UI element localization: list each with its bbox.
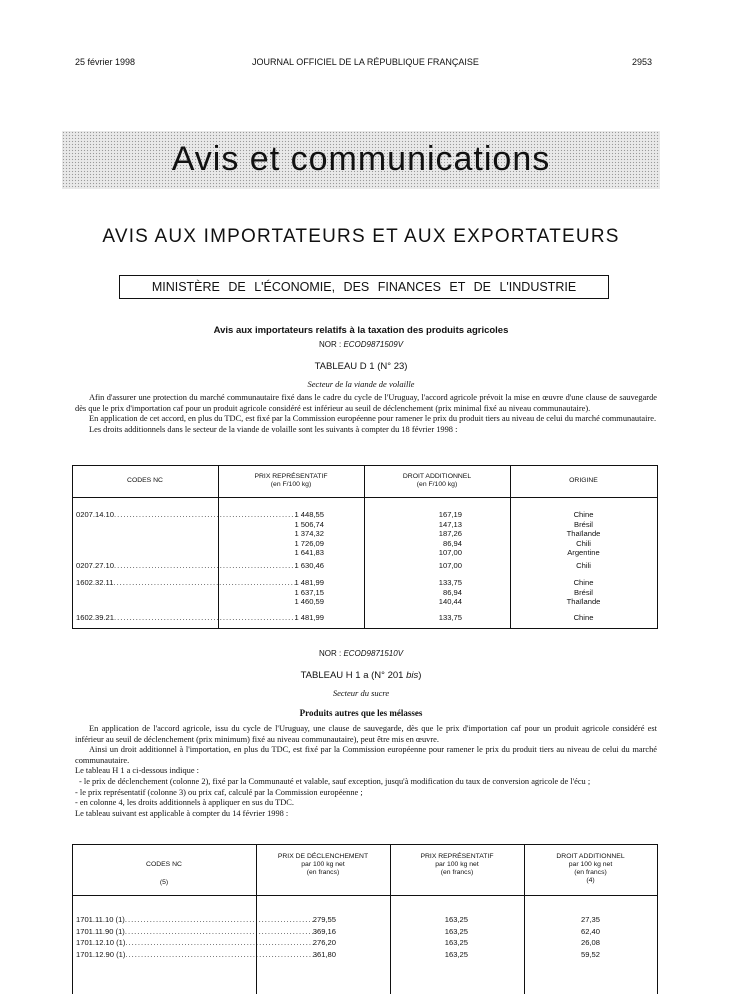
paragraph: En application de l'accord agricole, issu du cycle de l'Uruguay, une clause de sauvegarde, dès que le prix d'importation caf pour un produit agricole considéré est inférieur au seuil de déclenchement (prix minimum) fixé au niveau communautaire), peut être mis en œuvre. (75, 724, 657, 744)
bullet: - le prix représentatif (colonne 3) ou prix caf, calculé par la Commission européenne ; (75, 787, 363, 797)
col-header-declenchement: PRIX DE DÉCLENCHEMENT par 100 kg net (en francs) (277, 853, 369, 876)
bullet: - le prix de déclenchement (colonne 2), fixé par la Communauté et valable, sauf exception, jusqu'à modification du taux de conversion agricole de l'écu ; (79, 776, 591, 786)
nor-code: ECOD9871509V (343, 340, 404, 349)
table-row-origine: Chine Brésil Thaïlande Chili Argentine (566, 510, 601, 557)
table-row-droit: 133,75 (438, 613, 462, 622)
nor-label: NOR : (318, 649, 342, 658)
table-row-declenchement: 279,55 369,16 276,20 361,80 (312, 915, 336, 959)
notice2-table-title: TABLEAU H 1 a (N° 201 bis) (300, 670, 422, 681)
col-header-codes: CODES NC (127, 477, 163, 484)
intro: Le tableau H 1 a ci-dessous indique : (75, 766, 199, 776)
nor-label: NOR : (318, 340, 342, 349)
section-title: AVIS AUX IMPORTATEURS ET AUX EXPORTATEURS (102, 226, 620, 247)
table-row-droit: 133,75 86,94 140,44 (438, 578, 462, 606)
table-row-origine: Chili (576, 561, 591, 570)
notice2-subtitle: Produits autres que les mélasses (299, 708, 423, 718)
closing: Le tableau suivant est applicable à compter du 14 février 1998 : (75, 808, 289, 818)
table-row-code: 1602.39.21........................................................... (76, 613, 298, 622)
table-row-droit: 27,35 62,40 26,08 59,52 (580, 915, 600, 959)
notice1-table-title: TABLEAU D 1 (N° 23) (314, 361, 408, 372)
paragraph: Afin d'assurer une protection du marché communautaire fixé dans le cadre du cycle de l'Uruguay, l'accord agricole prévoit la mise en œuvre d'une clause de sauvegarde dès que le prix d'importation caf pour un produit agricole considéré est inférieur au seuil de déclenchement (prix minimal fixé au niveau communautaire). (75, 393, 657, 413)
table-row-origine: Chine (573, 613, 594, 622)
col-header-codes-num: (5) (159, 879, 169, 886)
table-row-droit: 167,19 147,13 187,26 86,94 107,00 (438, 510, 462, 557)
table-row-droit: 107,00 (438, 561, 462, 570)
table-row-prix: 1 481,99 (294, 613, 324, 622)
paragraph: En application de cet accord, en plus du TDC, est fixé par la Commission européenne pour ramener le prix du produit tiers au niveau de celui du marché communautaire. (89, 414, 657, 424)
table-row-prix: 1 630,46 (294, 561, 324, 570)
table-row-code: 1602.32.11........................................................... (76, 578, 297, 587)
table-row-origine: Chine Brésil Thaïlande (566, 578, 601, 606)
table-d1 (72, 465, 658, 629)
col-header-representatif: PRIX REPRÉSENTATIF par 100 kg net (en francs) (420, 853, 494, 876)
table-row-code: 0207.27.10........................................................... (76, 561, 298, 570)
notice1-title: Avis aux importateurs relatifs à la taxation des produits agricoles (213, 325, 509, 336)
notice1-nor (62, 340, 660, 349)
col-header-origine: ORIGINE (569, 477, 598, 484)
table-row-code: 0207.14.10........................................................... (76, 510, 298, 519)
notice1-body (75, 393, 657, 435)
ministry-title: MINISTÈRE DE L'ÉCONOMIE, DES FINANCES ET DE L'INDUSTRIE (151, 280, 577, 294)
notice1-sector: Secteur de la viande de volaille (307, 379, 415, 389)
nor-code: ECOD9871510V (343, 649, 404, 658)
table-row-codes: 1701.11.10 (1).............................................................. 1701.11.90 (1).............................................................. 1701.12.10 (1).............................................................. 1701.12.90 (1).............................................................. (76, 915, 319, 959)
paragraph: Ainsi un droit additionnel à l'importation, en plus du TDC, est fixé par la Commission européenne pour ramener le prix du produit tiers au niveau de celui du marché communautaire. (75, 745, 657, 765)
col-header-prix: PRIX REPRÉSENTATIF (en F/100 kg) (254, 473, 328, 488)
notice2-nor (62, 649, 660, 658)
col-header-codes: CODES NC (146, 861, 182, 868)
header-page-number: 2953 (632, 57, 653, 67)
table-row-prix: 1 481,99 1 637,15 1 460,59 (294, 578, 324, 606)
table-h1a (72, 844, 658, 994)
header-journal: JOURNAL OFFICIEL DE LA RÉPUBLIQUE FRANÇAISE (252, 57, 479, 67)
header-date: 25 février 1998 (75, 57, 136, 67)
table-row-prix: 1 448,55 1 506,74 1 374,32 1 726,09 1 641,83 (294, 510, 324, 557)
notice2-sector: Secteur du sucre (332, 688, 390, 698)
banner-title: Avis et communications (171, 140, 551, 178)
paragraph: Les droits additionnels dans le secteur de la viande de volaille sont les suivants à compter du 18 février 1998 : (89, 424, 458, 434)
notice2-body (75, 724, 657, 819)
table-row-representatif: 163,25 163,25 163,25 163,25 (444, 915, 468, 959)
col-header-droit: DROIT ADDITIONNEL par 100 kg net (en francs) (4) (556, 853, 625, 884)
bullet: - en colonne 4, les droits additionnels à appliquer en sus du TDC. (75, 798, 294, 808)
col-header-droit: DROIT ADDITIONNEL (en F/100 kg) (402, 473, 472, 488)
